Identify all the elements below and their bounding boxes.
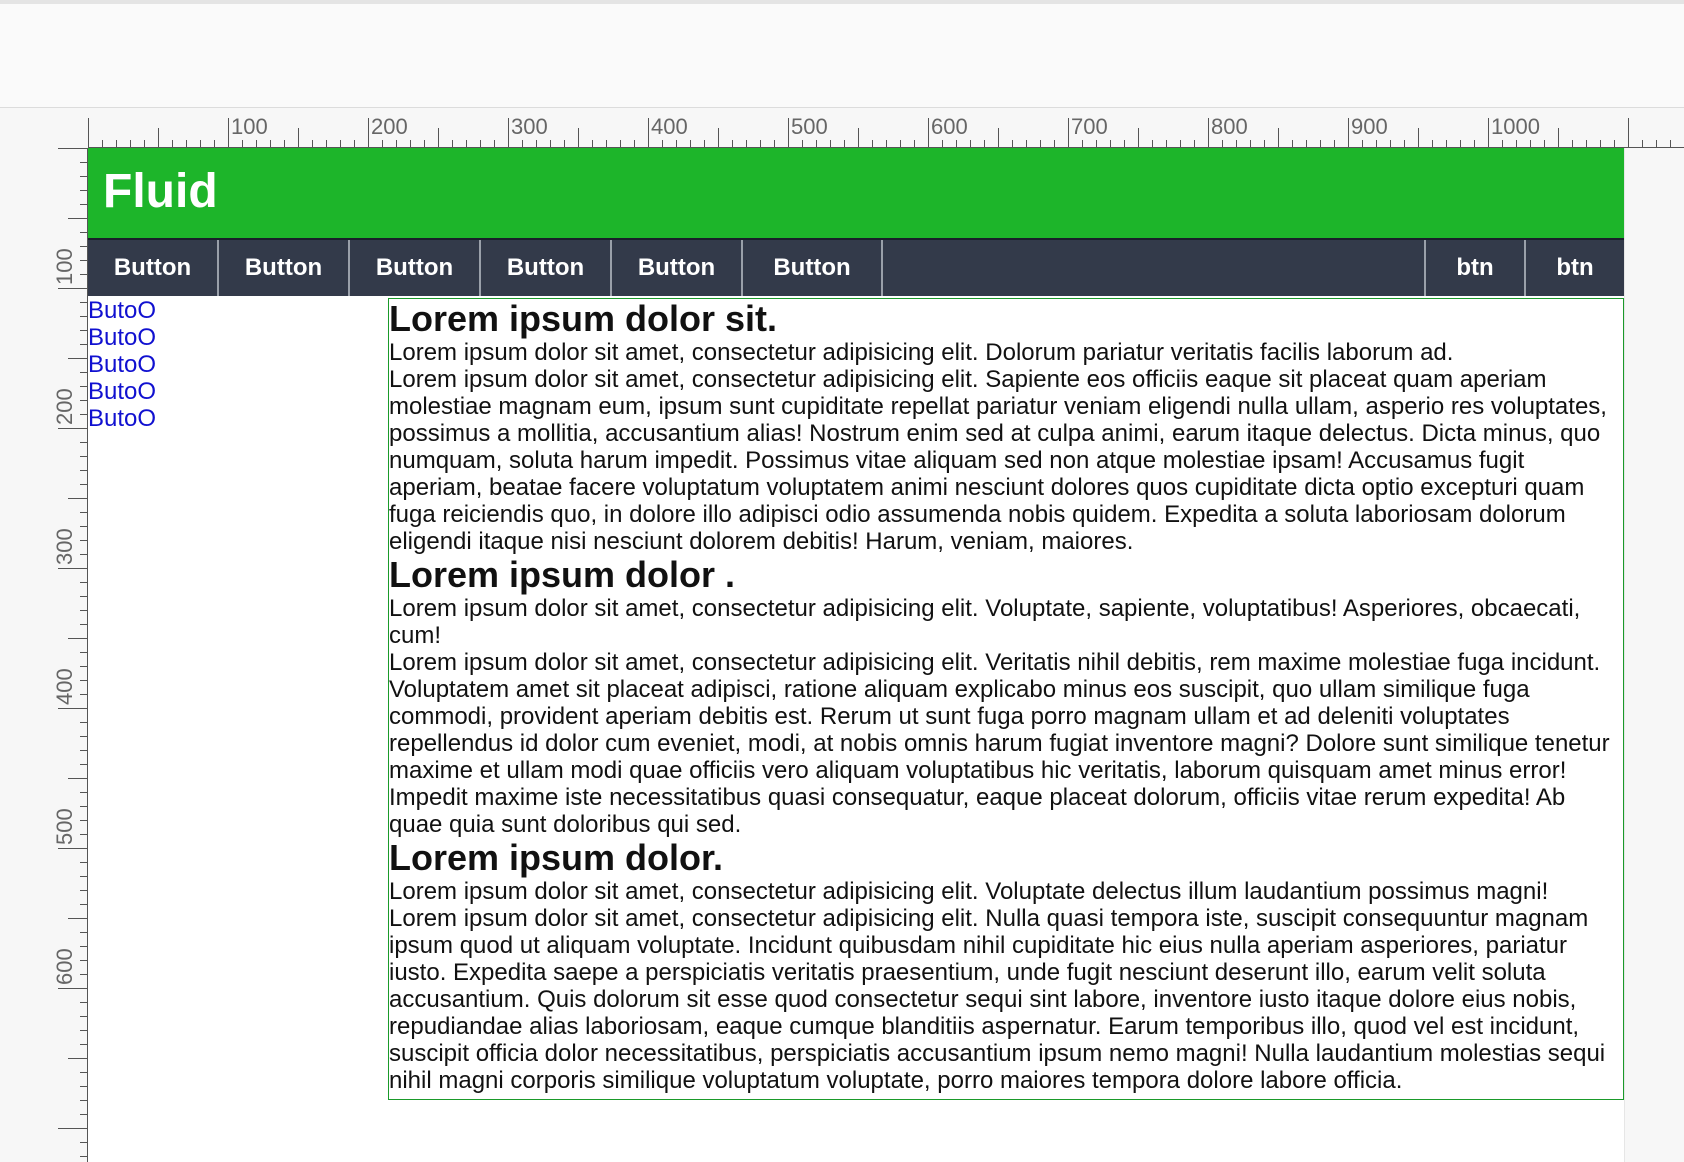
vertical-ruler bbox=[0, 148, 88, 1162]
ruler-label: 100 bbox=[52, 248, 77, 285]
ruler-label: 700 bbox=[1071, 114, 1108, 139]
ruler-tick bbox=[1348, 118, 1349, 148]
ruler-tick bbox=[228, 118, 229, 148]
section-3-body: Lorem ipsum dolor sit amet, consectetur adipisicing elit. Nulla quasi tempora iste, suscipit consequuntur magnam ipsum quod ut aliquam voluptate. Incidunt quibusdam nihil cupiditate hic eius nulla aperiam asperiores, pariatur iusto. Expedita saepe a perspiciatis veritatis praesentium, unde fugit nesciunt deserunt illo, earum velit soluta accusantium. Quis dolorum sit esse quod consectetur sequi sint labore, inventore iusto itaque dolore eius nobis, repudiandae alias laboriosam, eaque cumque blanditiis aspernatur. Earum temporibus illo, quod vel est incidunt, suscipit officia dolor necessitatibus, perspiciatis accusantium ipsum nemo magni! Nulla laudantium molestias sequi nihil magni corporis similique voluptatum voluptate, porro maiores tempora dolore labore officia. bbox=[389, 905, 1606, 1094]
page-title: Fluid bbox=[103, 165, 218, 218]
section-3-intro: Lorem ipsum dolor sit amet, consectetur adipisicing elit. Voluptate delectus illum laudantium possimus magni! bbox=[389, 878, 1549, 905]
ruler-tick bbox=[928, 118, 929, 148]
sidebar bbox=[88, 297, 388, 432]
ruler-label: 300 bbox=[511, 114, 548, 139]
ruler-tick bbox=[68, 218, 88, 219]
ruler-tick bbox=[158, 128, 159, 148]
horizontal-ruler bbox=[88, 108, 1684, 148]
nav-button-4[interactable]: Button bbox=[481, 240, 612, 296]
ruler-tick bbox=[1068, 118, 1069, 148]
ruler-tick bbox=[1558, 128, 1559, 148]
ruler-tick bbox=[298, 128, 299, 148]
ruler-label: 400 bbox=[651, 114, 688, 139]
nav-bar bbox=[88, 238, 1624, 296]
ruler-tick bbox=[58, 288, 88, 289]
ruler-tick bbox=[438, 128, 439, 148]
ruler-tick bbox=[58, 148, 88, 149]
section-heading-3: Lorem ipsum dolor. bbox=[389, 837, 724, 878]
ruler-label: 500 bbox=[52, 808, 77, 845]
section-heading-2: Lorem ipsum dolor . bbox=[389, 554, 736, 595]
ruler-tick bbox=[1488, 118, 1489, 148]
ruler-tick bbox=[998, 128, 999, 148]
nav-button-2[interactable]: Button bbox=[219, 240, 350, 296]
ruler-tick bbox=[58, 848, 88, 849]
sidebar-link-1[interactable]: ButoO bbox=[88, 297, 157, 324]
ruler-tick bbox=[858, 128, 859, 148]
ruler-tick bbox=[58, 428, 88, 429]
page-header bbox=[88, 148, 1624, 238]
top-toolbar bbox=[0, 0, 1684, 108]
ruler-tick bbox=[1138, 128, 1139, 148]
nav-btn-right-1[interactable]: btn bbox=[1424, 240, 1524, 296]
nav-button-6[interactable]: Button bbox=[743, 240, 883, 296]
ruler-tick bbox=[68, 358, 88, 359]
ruler-tick bbox=[58, 568, 88, 569]
ruler-tick bbox=[788, 118, 789, 148]
ruler-tick bbox=[578, 128, 579, 148]
ruler-tick bbox=[68, 778, 88, 779]
ruler-tick bbox=[68, 1058, 88, 1059]
ruler-tick bbox=[68, 498, 88, 499]
ruler-tick bbox=[648, 118, 649, 148]
ruler-tick bbox=[1628, 118, 1629, 148]
page-canvas bbox=[88, 148, 1625, 1162]
nav-btn-right-2[interactable]: btn bbox=[1524, 240, 1624, 296]
ruler-label: 200 bbox=[52, 388, 77, 425]
section-1-intro: Lorem ipsum dolor sit amet, consectetur adipisicing elit. Dolorum pariatur veritatis facilis laborum ad. bbox=[389, 339, 1454, 366]
ruler-tick bbox=[508, 118, 509, 148]
section-2-body: Lorem ipsum dolor sit amet, consectetur adipisicing elit. Veritatis nihil debitis, rem maxime molestiae fuga incidunt. Voluptatem amet sit placeat adipisci, ratione aliquam explicabo minus eos suscipit, quo ullam similique fuga commodi, provident aperiam debitis est. Rerum ut sunt fuga porro magnam ullam et ad deleniti voluptates repellendus id dolor cum eveniet, modi, at nobis omnis harum fugiat inventore magni? Dolore sunt similique tenetur maxime et ullam modi quae officiis vero aliquam voluptatibus hic veritatis, laborum quisquam amet minus error! Impedit maxime iste necessitatibus quasi consequatur, eaque placeat dolorum, officiis vitae rerum expedita! Ab quae quia sunt doloribus qui sed. bbox=[389, 649, 1610, 838]
ruler-tick bbox=[58, 708, 88, 709]
ruler-tick bbox=[718, 128, 719, 148]
ruler-label: 600 bbox=[52, 948, 77, 985]
ruler-label: 100 bbox=[231, 114, 268, 139]
ruler-label: 1000 bbox=[1491, 114, 1540, 139]
ruler-label: 600 bbox=[931, 114, 968, 139]
ruler-tick bbox=[1418, 128, 1419, 148]
ruler-label: 500 bbox=[791, 114, 828, 139]
top-strip bbox=[0, 0, 1684, 4]
ruler-tick bbox=[68, 918, 88, 919]
nav-button-3[interactable]: Button bbox=[350, 240, 481, 296]
ruler-label: 800 bbox=[1211, 114, 1248, 139]
ruler-tick bbox=[88, 118, 89, 148]
ruler-label: 300 bbox=[52, 528, 77, 565]
sidebar-link-2[interactable]: ButoO bbox=[88, 324, 157, 351]
nav-button-1[interactable]: Button bbox=[88, 240, 219, 296]
sidebar-link-4[interactable]: ButoO bbox=[88, 378, 157, 405]
nav-button-5[interactable]: Button bbox=[612, 240, 743, 296]
ruler-tick bbox=[1208, 118, 1209, 148]
ruler-label: 900 bbox=[1351, 114, 1388, 139]
sidebar-link-3[interactable]: ButoO bbox=[88, 351, 157, 378]
section-2-intro: Lorem ipsum dolor sit amet, consectetur adipisicing elit. Voluptate, sapiente, voluptatibus! Asperiores, obcaecati, cum! bbox=[389, 595, 1581, 649]
ruler-tick bbox=[1278, 128, 1279, 148]
main-content bbox=[388, 298, 1624, 1100]
sidebar-link-5[interactable]: ButoO bbox=[88, 405, 157, 432]
ruler-label: 200 bbox=[371, 114, 408, 139]
ruler-tick bbox=[58, 1128, 88, 1129]
ruler-label: 400 bbox=[52, 668, 77, 705]
section-1-body: Lorem ipsum dolor sit amet, consectetur adipisicing elit. Sapiente eos officiis eaque sit placeat quam aperiam molestiae magnam eum, ipsum sunt cupiditate repellat pariatur veniam eligendi nulla ullam, asperio res voluptates, possimus a mollitia, accusantium alias! Nostrum enim sed at culpa animi, earum itaque delectus. Dicta minus, quo numquam, soluta harum impedit. Possimus vitae aliquam sed non atque molestiae ipsam! Accusamus fugit aperiam, beatae facere voluptatum voluptatem animi nesciunt dolores quos cupiditate dicta optio excepturi quam fuga reiciendis quo, in dolore illo adipisci odio assumenda nobis quidem. Expedita a soluta laboriosam dolorum eligendi itaque nisi nesciunt dolorem debitis! Harum, veniam, maiores. bbox=[389, 366, 1607, 555]
ruler-tick bbox=[368, 118, 369, 148]
ruler-tick bbox=[58, 988, 88, 989]
ruler-tick bbox=[68, 638, 88, 639]
section-heading-1: Lorem ipsum dolor sit. bbox=[389, 298, 778, 339]
